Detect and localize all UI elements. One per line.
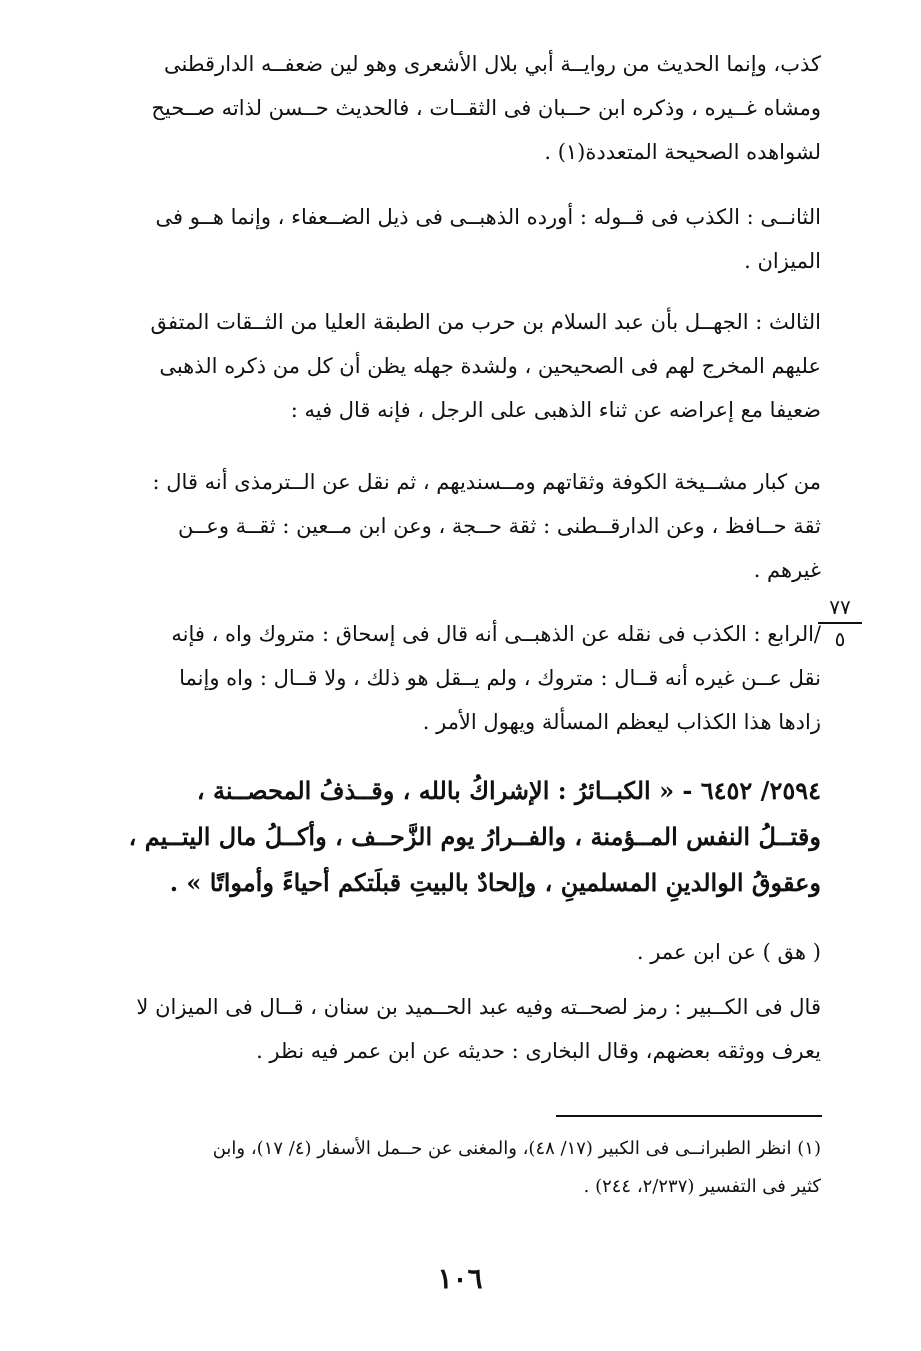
footnote	[106, 1130, 821, 1206]
margin-reference-rule	[818, 622, 862, 624]
hadith-source	[106, 930, 821, 974]
hadith-text	[106, 768, 821, 906]
paragraph-fourth-point	[106, 612, 821, 744]
paragraph-second-point	[106, 195, 821, 283]
paragraph-third-point	[106, 300, 821, 432]
text-line: ضعيفا مع إعراضه عن ثناء الذهبى على الرجل ، فإنه قال فيه :	[290, 398, 821, 422]
margin-reference-numerator: ٧٧	[829, 595, 851, 619]
hadith-line: وعقوقُ الوالدينِ المسلمينِ ، وإلحادٌ بالبيتِ قبلَتكم أحياءً وأمواتًا » .	[169, 868, 821, 897]
text-line: ثقة حــافظ ، وعن الدارقــطنى : ثقة حــجة ، وعن ابن مــعين : ثقــة وعــن	[178, 514, 821, 538]
text-line: نقل عــن غيره أنه قــال : متروك ، ولم يــقل هو ذلك ، ولا قــال : واه وإنما	[179, 666, 821, 690]
footnote-line: (١) انظر الطبرانــى فى الكبير (١٧/ ٤٨)، والمغنى عن حــمل الأسفار (٤/ ١٧)، وابن	[212, 1138, 821, 1159]
margin-reference-denominator: ٥	[834, 627, 846, 651]
footnote-separator	[556, 1115, 822, 1117]
text-line: قال فى الكــبير : رمز لصحــته وفيه عبد الحــميد بن سنان ، قــال فى الميزان لا	[136, 995, 821, 1019]
text-line: زادها هذا الكذاب ليعظم المسألة ويهول الأمر .	[422, 710, 821, 734]
hadith-line: ٢٥٩٤/ ٦٤٥٢ - « الكبــائرُ : الإشراكُ بالله ، وقــذفُ المحصــنة ،	[196, 776, 821, 805]
footnote-line: كثير فى التفسير (٢/٢٣٧، ٢٤٤) .	[583, 1176, 821, 1197]
text-line: من كبار مشــيخة الكوفة وثقاتهم ومــسنديهم ، ثم نقل عن الــترمذى أنه قال :	[152, 470, 821, 494]
text-line: عليهم المخرج لهم فى الصحيحين ، ولشدة جهله يظن أن كل من ذكره الذهبى	[159, 354, 821, 378]
hadith-line: وقتــلُ النفس المــؤمنة ، والفــرارُ يوم الزَّحــف ، وأكــلُ مال اليتــيم ،	[128, 822, 821, 851]
text-line: الميزان .	[744, 249, 821, 273]
text-line: يعرف ووثقه بعضهم، وقال البخارى : حديثه عن ابن عمر فيه نظر .	[256, 1039, 821, 1063]
page-number: ١٠٦	[437, 1262, 483, 1295]
paragraph-isnad-critique	[106, 42, 821, 174]
text-line: ومشاه غــيره ، وذكره ابن حــبان فى الثقــات ، فالحديث حــسن لذاته صــحيح	[151, 96, 821, 120]
hadith-source-line: ( هق ) عن ابن عمر .	[636, 940, 821, 964]
commentary	[106, 985, 821, 1073]
text-line: كذب، وإنما الحديث من روايــة أبي بلال الأشعرى وهو لين ضعفــه الدارقطنى	[163, 52, 821, 76]
text-line: غيرهم .	[753, 558, 821, 582]
text-line: الثانــى : الكذب فى قــوله : أورده الذهبــى فى ذيل الضــعفاء ، وإنما هــو فى	[155, 205, 821, 229]
text-line: /الرابع : الكذب فى نقله عن الذهبــى أنه قال فى إسحاق : متروك واه ، فإنه	[171, 622, 821, 646]
paragraph-quotation	[106, 460, 821, 592]
text-line: الثالث : الجهــل بأن عبد السلام بن حرب من الطبقة العليا من الثــقات المتفق	[150, 310, 821, 334]
text-line: لشواهده الصحيحة المتعددة(١) .	[544, 140, 821, 164]
